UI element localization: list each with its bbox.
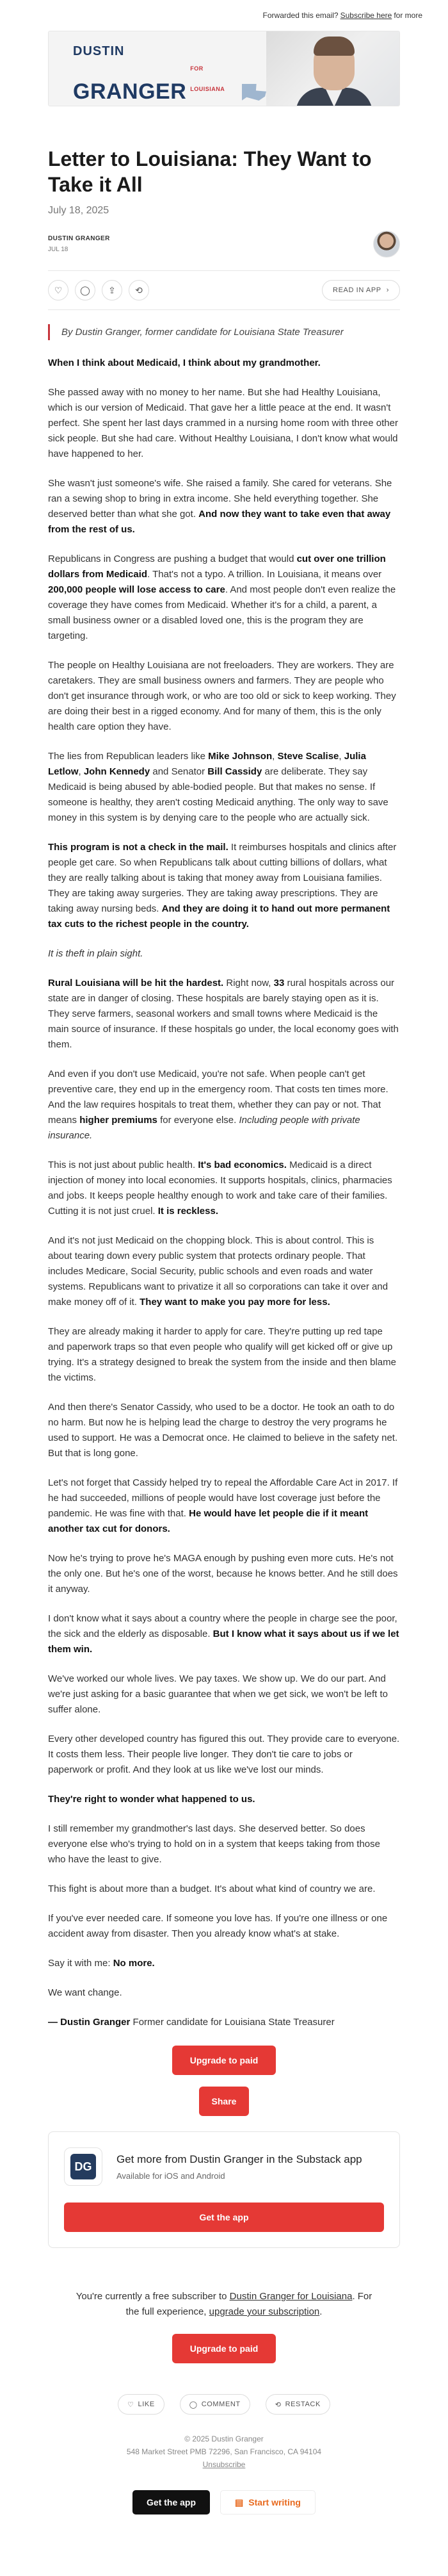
byline [48,231,400,258]
paragraph [48,1792,400,1807]
cta-buttons [48,2046,400,2116]
bold-text: When I think about Medicaid, I think about my grandmother. [48,357,321,368]
app-logo [64,2147,102,2186]
bold-text: Bill Cassidy [207,766,262,777]
logo-first-name: DUSTIN [73,44,125,58]
paragraph: And then there's Senator Cassidy, who used to be a doctor. He took an oath to do no harm. But now he is helping lead the charge to destroy the very programs he used to support. He was a Democrat once. He claimed to believe in the safety net. But that is long gone. [48,1402,398,1459]
bold-text: No more. [113,1958,155,1969]
bold-text: John Kennedy [83,766,150,777]
bold-text: They're right to wonder what happened to us. [48,1794,255,1805]
restack-button[interactable] [129,280,149,300]
app-promo-text [116,2153,362,2181]
author-avatar[interactable] [373,231,400,258]
bold-text: But I know what it says about us if we let them win. [48,1628,399,1655]
paragraph: We want change. [48,1987,122,1998]
app-promo-row [64,2147,384,2186]
bold-text: He would have let people die if it meant another tax cut for donors. [48,1508,369,1534]
unsubscribe-link[interactable]: Unsubscribe [202,2460,246,2469]
share-post-button[interactable]: Share [199,2087,250,2116]
forward-bar [0,0,448,31]
signature [48,2015,400,2030]
paragraph: We've worked our whole lives. We pay taxes. We show up. We do our part. And we're just asking for a basic guarantee that when we get sick, we won't be left to suffer alone. [48,1673,388,1715]
subscriber-note [48,2289,400,2320]
photo-hair [314,37,355,56]
restack-icon: ⟲ [275,2400,282,2409]
paragraph [48,1475,400,1537]
text: rural hospitals across our state are in danger of closing. These hospitals are barely staying open as it is. They serve farmers, seasonal workers and small towns where Medicaid is the main source of insurance. If these hospitals go under, the local economy goes with them. [48,978,399,1050]
text: And it's not just Medicaid on the chopping block. This is about control. This is about tearing down every public system that protects ordinary people. That includes Medicare, Social Security, public schools and even roads and water systems. Republicans want to privatize it all so corporations can take it over and make money off of it. [48,1235,388,1308]
post-content [0,146,448,2559]
paragraph: Every other developed country has figured this out. They provide care to everyone. It costs them less. Their people live longer. They don't tie care to jobs or paperwork or profit. And they look at us like we've lost our minds. [48,1734,400,1775]
logo-last-name-row [73,58,266,102]
bold-text: 200,000 people will lose access to care [48,584,225,595]
text: . That's not a typo. A trillion. In Louisiana, it means over [147,569,382,580]
bottom-space [48,2514,400,2559]
bold-text: They want to make you pay more for less. [140,1297,330,1308]
comment-icon: ◯ [189,2400,198,2409]
bold-text: Mike Johnson [208,751,273,762]
louisiana-state-icon [242,84,266,101]
upgrade-subscription-link[interactable]: upgrade your subscription [209,2306,320,2317]
paragraph [48,356,400,371]
paragraph: She passed away with no money to her name. But she had Healthy Louisiana, which is our version of Medicaid. That gave her a little peace at the end. It wasn't perfect. She spent her last days crammed in a nursing home room with three other sick people. But she had care. Without Healthy Louisiana, I don't know what would have happened to her. [48,387,398,459]
paragraph [48,976,400,1053]
byline-text [48,235,110,253]
paragraph [48,946,400,962]
header-banner[interactable] [48,31,400,106]
paragraph [48,1158,400,1219]
subscribe-link[interactable]: Subscribe here [340,11,392,20]
divider [48,309,400,310]
app-promo-card [48,2131,400,2248]
text: I don't know what it says about a country where the people in charge see the poor, the sick and the elderly as disposable. [48,1613,397,1639]
footer-meta [48,2432,400,2471]
substack-icon: ▤ [235,2497,244,2507]
dg-logo-icon: DG [70,2154,96,2179]
start-writing-label: Start writing [248,2497,301,2507]
get-the-app-button[interactable]: Get the app [64,2203,384,2232]
share-button[interactable] [102,280,122,300]
campaign-logo [49,31,266,106]
footer-restack-label: RESTACK [285,2400,321,2408]
share-icon: ⇪ [108,284,116,295]
bold-text: 33 [273,978,285,989]
bold-text: Rural Louisiana will be hit the hardest. [48,978,224,989]
like-button[interactable] [48,280,68,300]
text: for everyone else. [160,1115,237,1126]
paragraph [48,1956,400,1971]
text: , [272,751,275,762]
text: . And most people don't even realize the coverage they have comes from Medicaid. Whether it's for a child, a parent, a small business owner or a disabled loved one, this is the program they are targeting. [48,584,396,641]
text: . For the full experience, [125,2291,372,2317]
post-date: JUL 18 [48,246,68,253]
bold-text: Julia Letlow [48,751,366,777]
bold-text: cut over one trillion dollars from Medicaid [48,554,386,580]
text: It reimburses hospitals and clinics after people get care. So when Republicans talk about cutting billions of dollars, what they are really talking about is taking that money away from Louisiana families. They are taking away surgeries. They are taking away prescriptions. They are taking away nursing beds. [48,842,397,914]
read-in-app-label: READ IN APP [333,286,381,294]
text: are deliberate. They say Medicaid is being abused by able-bodied people. But that makes no sense. If someone is healthy, they aren't costing Medicaid anything. The only way to save money in this system is by denying care to the people who are actually sick. [48,766,388,823]
text: Right now, [226,978,271,989]
paragraph: The people on Healthy Louisiana are not freeloaders. They are workers. They are caretakers. They are small business owners and farmers. They are people who don't get insurance through work, or who are too old or sick to keep working. They are doing their best in a rigged economy. And for many of them, this is the only health care option they have. [48,660,396,732]
paragraph [48,1233,400,1310]
text: This is not just about public health. [48,1160,196,1170]
publication-link[interactable]: Dustin Granger for Louisiana [229,2291,353,2302]
bold-text: And they are doing it to hand out more permanent tax cuts to the richest people in the country. [48,903,390,930]
comment-icon: ◯ [80,284,90,295]
post-actions-left [48,280,149,300]
author-name[interactable]: DUSTIN GRANGER [48,235,110,242]
logo-for-louisiana: FOR LOUISIANA [190,65,225,92]
paragraph [48,1611,400,1657]
paragraph: I still remember my grandmother's last days. She deserved better. So does everyone else who's trying to hold on in a system that keeps taking from those who have the least to give. [48,1823,380,1865]
candidate-photo [266,31,399,106]
forward-prefix: Forwarded this email? [262,11,339,20]
text: . [319,2306,323,2317]
footer-like-button[interactable] [118,2394,164,2415]
bold-text: It's bad economics. [198,1160,287,1170]
text: And even if you don't use Medicaid, you're not safe. When people can't get preventive care, they end up in the emergency room. That costs ten times more. And the law requires hospitals to treat them, whether they can pay or not. That means [48,1069,388,1126]
upgrade-to-paid-button[interactable]: Upgrade to paid [172,2334,276,2363]
bold-text: higher premiums [79,1115,157,1126]
paragraph: They are already making it harder to apply for care. They're putting up red tape and paperwork traps so that even people who qualify will get kicked off or give up trying. It's a strategy designed to break the system from the inside and then blame the victims. [48,1326,396,1383]
footer-restack-button[interactable] [266,2394,330,2415]
copyright: © 2025 Dustin Granger [184,2434,264,2443]
comment-button[interactable] [75,280,95,300]
text: Republicans in Congress are pushing a budget that would [48,554,294,564]
italic-text: It is theft in plain sight. [48,948,143,959]
heart-icon: ♡ [127,2400,134,2409]
paragraph [48,1067,400,1144]
text: You're currently a free subscriber to [76,2291,227,2302]
footer-get-app-button[interactable] [132,2490,210,2514]
text: The lies from Republican leaders like [48,751,205,762]
author-callout: By Dustin Granger, former candidate for Louisiana State Treasurer [48,324,400,340]
bold-text: And now they want to take even that away from the rest of us. [48,509,391,535]
paragraph [48,840,400,932]
italic-text: Including people with private insurance. [48,1115,360,1141]
app-promo-subtitle: Available for iOS and Android [116,2170,225,2181]
paragraph [48,749,400,826]
signature-name: — Dustin Granger [48,2017,131,2028]
post-actions [48,271,400,309]
footer-like-label: LIKE [138,2400,155,2408]
arrow-right-icon: › [386,286,389,294]
subscriber-cta [48,2334,400,2363]
mailing-address: 548 Market Street PMB 72296, San Francisco, CA 94104 [126,2447,322,2456]
signature-role: Former candidate for Louisiana State Treasurer [132,2017,335,2028]
bold-text: This program is not a check in the mail. [48,842,228,853]
post-title[interactable]: Letter to Louisiana: They Want to Take it All [48,147,372,196]
text: Medicaid is a direct injection of money into local economies. It supports hospitals, clinics, pharmacies and jobs. It keeps people healthy enough to work and take care of their families. Cutting it is not just cruel. [48,1160,392,1217]
post-body [48,356,400,2030]
footer-comment-label: COMMENT [201,2400,241,2408]
restack-icon: ⟲ [135,284,143,295]
paragraph [48,476,400,537]
footer-store-row [48,2490,400,2514]
upgrade-to-paid-button[interactable]: Upgrade to paid [172,2046,276,2075]
heart-icon: ♡ [54,284,63,295]
paragraph: Now he's trying to prove he's MAGA enough by pushing even more cuts. He's not the only one. But he's one of the worst, because he knows better. And he still does it anyway. [48,1553,398,1595]
text: , [339,751,342,762]
text: Say it with me: [48,1958,111,1969]
logo-last-name: GRANGER [73,79,187,104]
read-in-app-button[interactable] [322,280,400,300]
forward-suffix: for more [394,11,422,20]
footer-actions [48,2394,400,2415]
text: , [78,766,81,777]
footer-comment-button[interactable] [180,2394,250,2415]
bold-text: Steve Scalise [277,751,339,762]
footer-get-app-label: Get the app [147,2497,196,2507]
paragraph [48,552,400,644]
app-promo-title: Get more from Dustin Granger in the Substack app [116,2153,362,2165]
start-writing-button[interactable] [220,2490,316,2514]
post-subtitle: July 18, 2025 [48,205,109,216]
paragraph: This fight is about more than a budget. It's about what kind of country we are. [48,1883,376,1894]
text: Let's not forget that Cassidy helped try to repeal the Affordable Care Act in 2017. If he had succeeded, millions of people would have lost coverage just before the pandemic. He was fine with that. [48,1477,398,1519]
bold-text: It is reckless. [157,1206,218,1217]
text: She wasn't just someone's wife. She raised a family. She cared for veterans. She ran a sewing shop to bring in extra income. She held everything together. She deserved better than what she got. [48,478,392,520]
paragraph: If you've ever needed care. If someone you love has. If you're one illness or one accident away from disaster. Then you already know what's at stake. [48,1913,388,1939]
text: and Senator [152,766,205,777]
